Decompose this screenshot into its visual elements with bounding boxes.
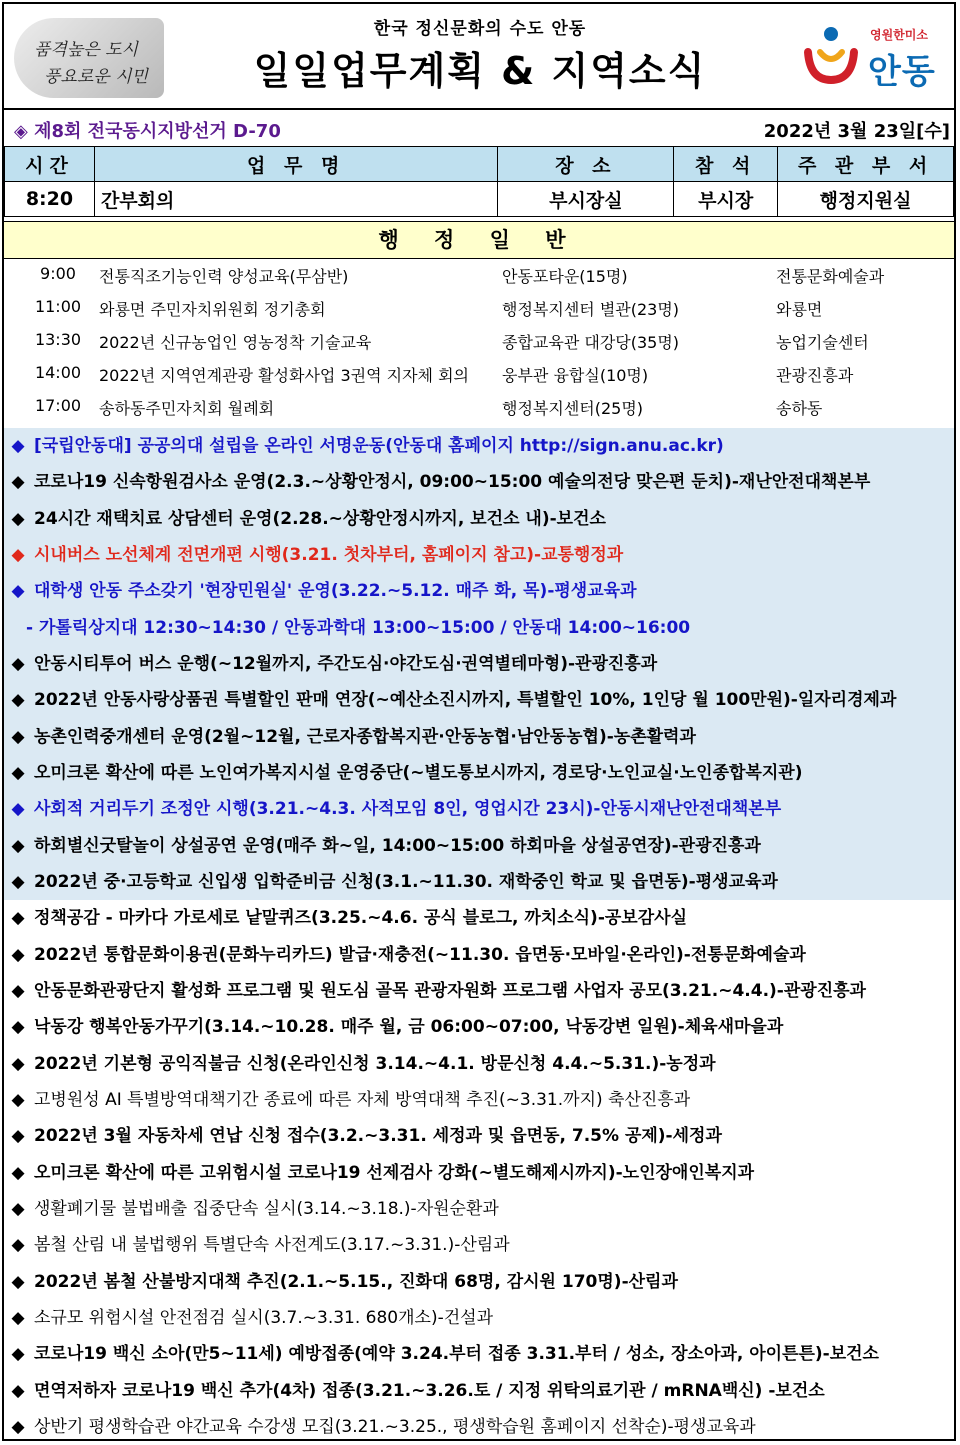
event-row (4, 258, 954, 291)
notice-text: 면역저하자 코로나19 백신 추가(4차) 접종(3.21.~3.26.토 / 지정 위탁의료기관 / mRNA백신) -보건소 (34, 1380, 825, 1401)
schedule-row (5, 182, 954, 217)
diamond-bullet-icon: ◆ (11, 581, 25, 602)
notice-item (4, 1227, 954, 1263)
diamond-bullet-icon: ◆ (11, 908, 25, 929)
event-dept: 농업기술센터 (776, 333, 869, 352)
notice-text: 안동시티투어 버스 운행(~12월까지, 주간도심·야간도심·권역별테마형)-관광진흥과 (34, 653, 658, 674)
diamond-bullet-icon: ◆ (11, 1344, 25, 1365)
notice-text: - 가톨릭상지대 12:30~14:30 / 안동과학대 13:00~15:00 / 안동대 14:00~16:00 (26, 617, 691, 638)
notice-item (4, 464, 954, 500)
election-row (4, 112, 954, 144)
notice-item (4, 973, 954, 1009)
notice-item (4, 1118, 954, 1154)
notice-item (4, 1046, 954, 1082)
schedule-place: 부시장실 (498, 182, 674, 217)
diamond-bullet-icon: ◆ (11, 544, 25, 565)
event-place: 안동포타운(15명) (502, 267, 628, 286)
diamond-bullet-icon: ◆ (11, 1307, 25, 1328)
notice-text: 2022년 3월 자동차세 연납 신청 접수(3.2.~3.31. 세정과 및 읍면동, 7.5% 공제)-세정과 (34, 1126, 722, 1147)
notice-text: 봄철 산림 내 불법행위 특별단속 사전계도(3.17.~3.31.)-산림과 (34, 1235, 510, 1256)
notice-text: 사회적 거리두기 조정안 시행(3.21.~4.3. 사적모임 8인, 영업시간 23시)-안동시재난안전대책본부 (34, 799, 782, 820)
diamond-bullet-icon: ◆ (11, 944, 25, 965)
diamond-bullet-icon: ◆ (11, 1053, 25, 1074)
notice-text: 2022년 중·고등학교 신입생 입학준비금 신청(3.1.~11.30. 재학중인 학교 및 읍면동)-평생교육과 (34, 871, 778, 892)
schedule-task: 간부회의 (94, 182, 498, 217)
event-row (4, 324, 954, 357)
header-divider (2, 108, 956, 110)
notice-item (4, 1264, 954, 1300)
report-date: 2022년 3월 23일[수] (763, 121, 950, 142)
page-title: 일일업무계획 & 지역소식 (253, 49, 707, 93)
notice-text: 오미크론 확산에 따른 노인여가복지시설 운영중단(~별도통보시까지, 경로당·노인교실·노인종합복지관) (34, 762, 803, 783)
diamond-bullet-icon: ◆ (11, 726, 25, 747)
col-header-dept: 주 관 부 서 (778, 147, 954, 182)
diamond-bullet-icon: ◆ (11, 1126, 25, 1147)
notice-item (4, 573, 954, 609)
event-place: 행정복지센터 별관(23명) (502, 300, 680, 319)
notice-item (4, 610, 954, 646)
notice-item (4, 1082, 954, 1118)
event-time: 17:00 (34, 396, 82, 415)
logo-city-name: 안동 (868, 52, 936, 92)
event-row (4, 390, 954, 423)
col-header-time: 시간 (5, 147, 95, 182)
notice-text: 농촌인력중개센터 운영(2월~12월, 근로자종합복지관·안동농협·남안동농협)-농촌활력과 (34, 726, 696, 747)
event-dept: 관광진흥과 (776, 366, 854, 385)
notice-item (4, 1009, 954, 1045)
notice-text: 생활폐기물 불법배출 집중단속 실시(3.14.~3.18.)-자원순환과 (34, 1198, 499, 1219)
event-name: 와룡면 주민자치위원회 정기총회 (99, 300, 326, 319)
event-time: 13:30 (34, 330, 82, 349)
diamond-bullet-icon: ◆ (11, 871, 25, 892)
notice-text: 2022년 안동사랑상품권 특별할인 판매 연장(~예산소진시까지, 특별할인 10%, 1인당 월 100만원)-일자리경제과 (34, 690, 897, 711)
notice-text: 2022년 기본형 공익직불금 신청(온라인신청 3.14.~4.1. 방문신청 4.4.~5.31.)-농정과 (34, 1053, 716, 1074)
notice-item (4, 755, 954, 791)
notice-item (4, 428, 954, 464)
diamond-bullet-icon: ◆ (11, 1271, 25, 1292)
notice-item (4, 864, 954, 900)
notice-item (4, 1373, 954, 1409)
event-time: 14:00 (34, 363, 82, 382)
event-dept: 와룡면 (776, 300, 823, 319)
page-subtitle: 한국 정신문화의 수도 안동 (373, 19, 587, 39)
event-row (4, 357, 954, 390)
diamond-bullet-icon: ◆ (11, 472, 25, 493)
diamond-bullet-icon: ◆ (11, 508, 25, 529)
col-header-task: 업 무 명 (94, 147, 498, 182)
election-countdown: ◈ 제8회 전국동시지방선거 D-70 (14, 121, 281, 142)
diamond-bullet-icon: ◆ (11, 762, 25, 783)
event-row (4, 291, 954, 324)
notice-text: 대학생 안동 주소갖기 '현장민원실' 운영(3.22.~5.12. 매주 화, 목)-평생교육과 (34, 581, 637, 602)
event-place: 웅부관 융합실(10명) (502, 366, 649, 385)
notice-item (4, 900, 954, 936)
notice-item (4, 682, 954, 718)
schedule-header-row (5, 147, 954, 182)
schedule-time: 8:20 (5, 182, 95, 217)
notice-text: 안동문화관광단지 활성화 프로그램 및 원도심 골목 관광자원화 프로그램 사업자 공모(3.21.~4.4.)-관광진흥과 (34, 980, 866, 1001)
notice-text: 2022년 봄철 산불방지대책 추진(2.1.~5.15., 진화대 68명, 감시원 170명)-산림과 (34, 1271, 678, 1292)
notice-list (4, 428, 954, 1445)
event-dept: 전통문화예술과 (776, 267, 885, 286)
notice-text: [국립안동대] 공공의대 설립을 온라인 서명운동(안동대 홈페이지 http://sign.anu.ac.kr) (34, 436, 724, 456)
notice-item (4, 1191, 954, 1227)
notice-text: 정책공감 - 마카다 가로세로 낱말퀴즈(3.25.~4.6. 공식 블로그, 까치소식)-공보감사실 (34, 908, 687, 929)
slogan-line-2: 풍요로운 시민 (44, 67, 148, 87)
notice-text: 소규모 위험시설 안전점검 실시(3.7.~3.31. 680개소)-건설과 (34, 1307, 493, 1328)
notice-text: 시내버스 노선체계 전면개편 시행(3.21. 첫차부터, 홈페이지 참고)-교통행정과 (34, 544, 624, 565)
notice-text: 24시간 재택치료 상담센터 운영(2.28.~상황안정시까지, 보건소 내)-보건소 (34, 508, 606, 529)
notice-item (4, 1155, 954, 1191)
notice-text: 고병원성 AI 특별방역대책기간 종료에 따른 자체 방역대책 추진(~3.31.까지) 축산진흥과 (34, 1089, 691, 1110)
col-header-attendee: 참 석 (674, 147, 778, 182)
event-name: 2022년 신규농업인 영농정착 기술교육 (99, 333, 372, 352)
notice-item (4, 719, 954, 755)
header (0, 0, 960, 108)
notice-item (4, 1336, 954, 1372)
schedule-table (4, 146, 954, 217)
event-name: 2022년 지역연계관광 활성화사업 3권역 지자체 회의 (99, 366, 469, 385)
notice-item (4, 828, 954, 864)
schedule-attendee: 부시장 (674, 182, 778, 217)
diamond-bullet-icon: ◆ (11, 1017, 25, 1038)
event-time: 9:00 (40, 264, 76, 283)
event-dept: 송하동 (776, 399, 823, 418)
diamond-bullet-icon: ◆ (11, 799, 25, 820)
diamond-bullet-icon: ◆ (11, 835, 25, 856)
notice-text: 하회별신굿탈놀이 상설공연 운영(매주 화~일, 14:00~15:00 하회마을 상설공연장)-관광진흥과 (34, 835, 761, 856)
notice-text: 오미크론 확산에 따른 고위험시설 코로나19 선제검사 강화(~별도해제시까지)-노인장애인복지과 (34, 1162, 755, 1183)
event-place: 종합교육관 대강당(35명) (502, 333, 680, 352)
logo-tagline: 영원한미소 (870, 28, 928, 42)
notice-item (4, 646, 954, 682)
diamond-bullet-icon: ◆ (11, 436, 25, 456)
event-name: 송하동주민자치회 월례회 (99, 399, 275, 418)
diamond-bullet-icon: ◆ (11, 1416, 25, 1437)
notice-item (4, 501, 954, 537)
smile-logo-icon (800, 22, 862, 88)
diamond-bullet-icon: ◆ (11, 1089, 25, 1110)
notice-item (4, 937, 954, 973)
notice-text: 상반기 평생학습관 야간교육 수강생 모집(3.21.~3.25., 평생학습원 홈페이지 선착순)-평생교육과 (34, 1416, 756, 1437)
event-list (4, 258, 954, 423)
section-title-admin: 행 정 일 반 (4, 221, 954, 259)
notice-item (4, 1300, 954, 1336)
andong-logo (800, 22, 950, 92)
notice-item (4, 537, 954, 573)
notice-text: 코로나19 백신 소아(만5~11세) 예방접종(예약 3.24.부터 접종 3.31.부터 / 성소, 장소아과, 아이튼튼)-보건소 (34, 1344, 879, 1365)
notice-item (4, 791, 954, 827)
notice-text: 2022년 통합문화이용권(문화누리카드) 발급·재충전(~11.30. 읍면동·모바일·온라인)-전통문화예술과 (34, 944, 806, 965)
diamond-bullet-icon: ◆ (11, 653, 25, 674)
col-header-place: 장 소 (498, 147, 674, 182)
diamond-bullet-icon: ◆ (11, 1198, 25, 1219)
diamond-bullet-icon: ◆ (11, 980, 25, 1001)
notice-item (4, 1409, 954, 1445)
notice-text: 낙동강 행복안동가꾸기(3.14.~10.28. 매주 월, 금 06:00~07:00, 낙동강변 일원)-체육새마을과 (34, 1017, 784, 1038)
event-name: 전통직조기능인력 양성교육(무삼반) (99, 267, 349, 286)
diamond-bullet-icon: ◆ (11, 1162, 25, 1183)
notice-text: 코로나19 신속항원검사소 운영(2.3.~상황안정시, 09:00~15:00 예술의전당 맞은편 둔치)-재난안전대책본부 (34, 472, 871, 493)
event-time: 11:00 (34, 297, 82, 316)
slogan-line-1: 품격높은 도시 (34, 40, 138, 60)
diamond-bullet-icon: ◆ (11, 690, 25, 711)
diamond-bullet-icon: ◆ (11, 1380, 25, 1401)
diamond-bullet-icon: ◆ (11, 1235, 25, 1256)
schedule-dept: 행정지원실 (778, 182, 954, 217)
event-place: 행정복지센터(25명) (502, 399, 644, 418)
